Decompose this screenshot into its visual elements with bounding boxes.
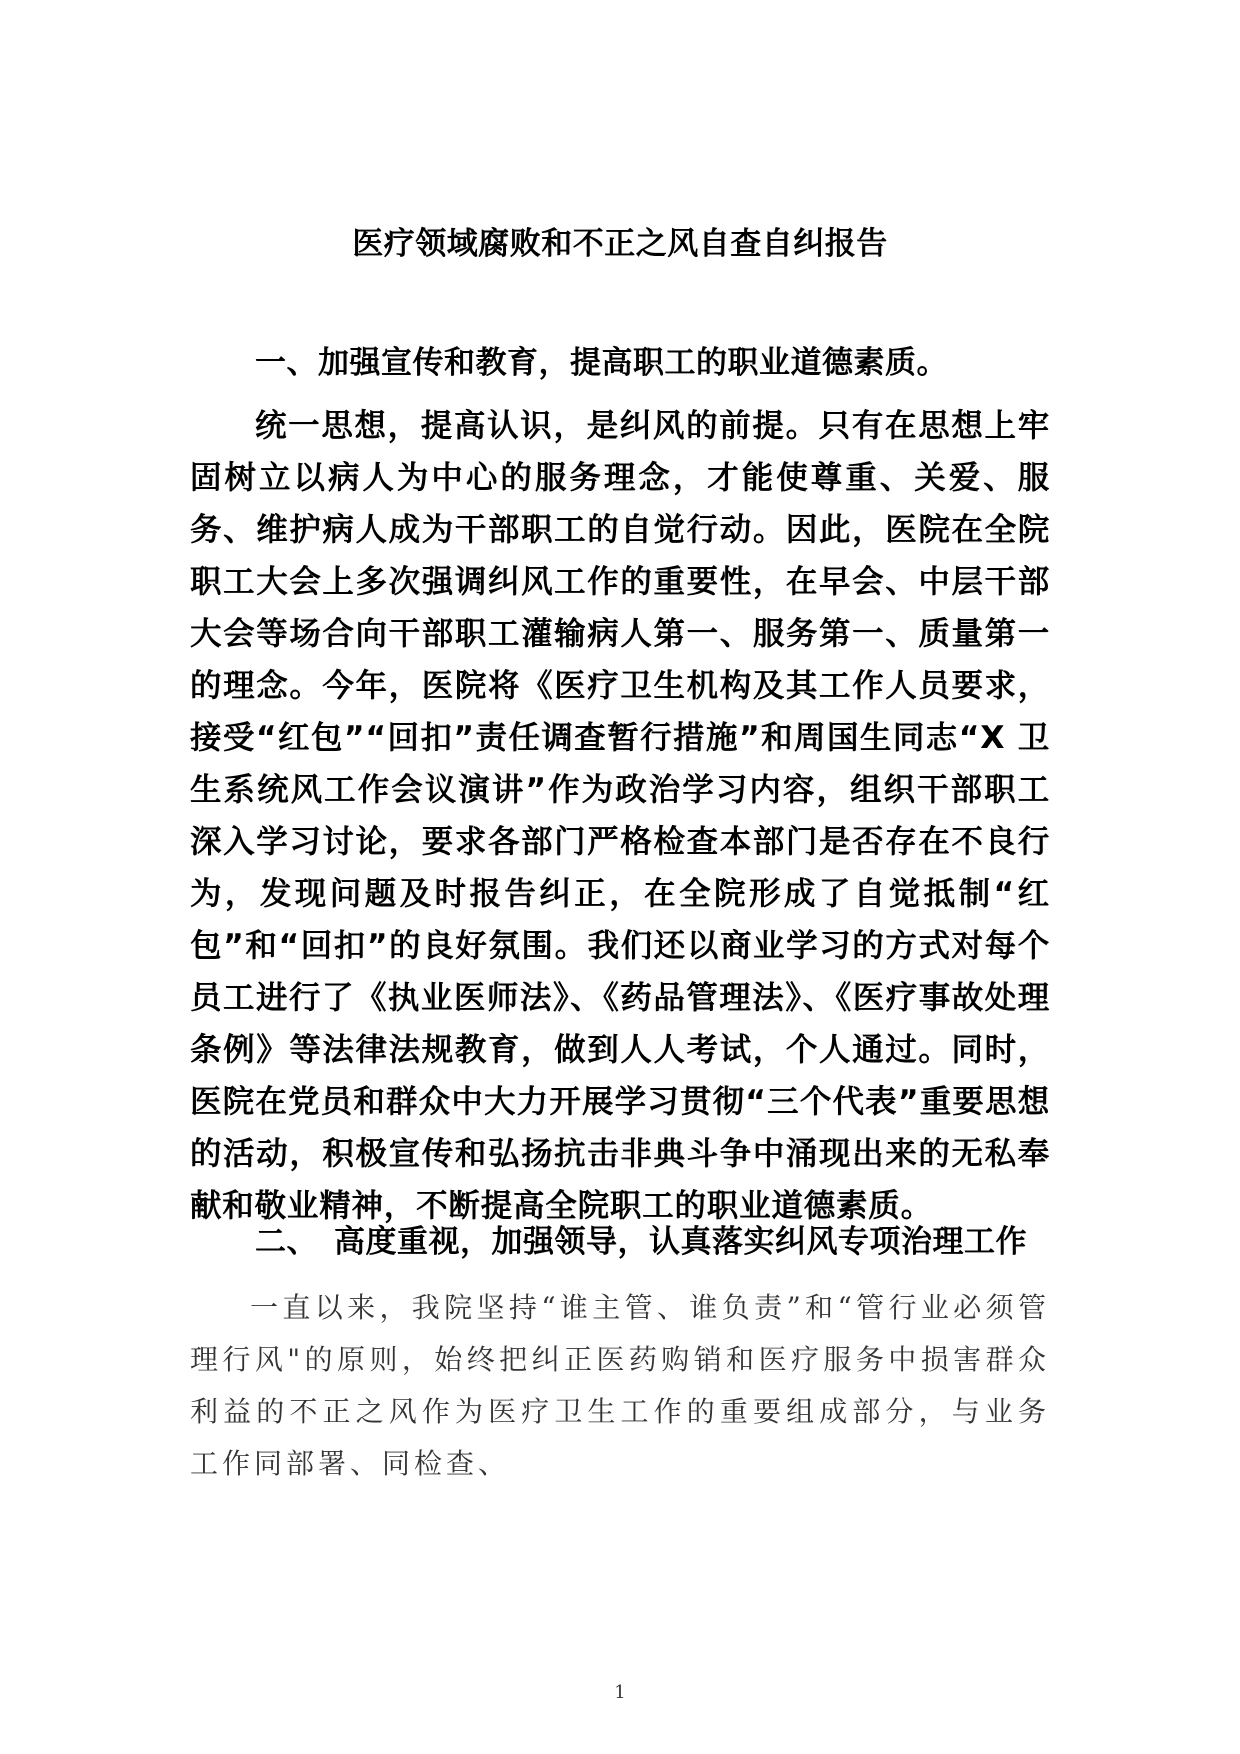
document-title: 医疗领域腐败和不正之风自查自纠报告	[352, 226, 888, 262]
section-2-heading-line	[255, 1220, 1105, 1264]
page-number: 1	[614, 1682, 626, 1703]
section-1-heading: 一、加强宣传和教育，提高职工的职业道德素质。	[255, 345, 948, 381]
section-2-body: 一直以来，我院坚持“谁主管、谁负责”和“管行业必须管理行风"的原则，始终把纠正医药购销和医疗服务中损害群众利益的不正之风作为医疗卫生工作的重要组成部分，与业务工作同部署、同检查、	[190, 1291, 1050, 1480]
section-2-heading: 高度重视，加强领导，认真落实纠风专项治理工作	[334, 1224, 1027, 1260]
section-2-number: 二、	[255, 1224, 318, 1260]
section-1-body: 统一思想，提高认识，是纠风的前提。只有在思想上牢固树立以病人为中心的服务理念，才能使尊重、关爱、服务、维护病人成为干部职工的自觉行动。因此，医院在全院职工大会上多次强调纠风工作的重要性，在早会、中层干部大会等场合向干部职工灌输病人第一、服务第一、质量第一的理念。今年，医院将《医疗卫生机构及其工作人员要求，接受“红包”“回扣”责任调查暂行措施”和周国生同志“X 卫生系统风工作会议演讲”作为政治学习内容，组织干部职工深入学习讨论，要求各部门严格检查本部门是否存在不良行为，发现问题及时报告纠正，在全院形成了自觉抵制“红包”和“回扣”的良好氛围。我们还以商业学习的方式对每个员工进行了《执业医师法》、《药品管理法》、《医疗事故处理条例》等法律法规教育，做到人人考试，个人通过。同时，医院在党员和群众中大力开展学习贯彻“三个代表”重要思想的活动，积极宣传和弘扬抗击非典斗争中涌现出来的无私奉献和敬业精神，不断提高全院职工的职业道德素质。	[190, 408, 1050, 1224]
